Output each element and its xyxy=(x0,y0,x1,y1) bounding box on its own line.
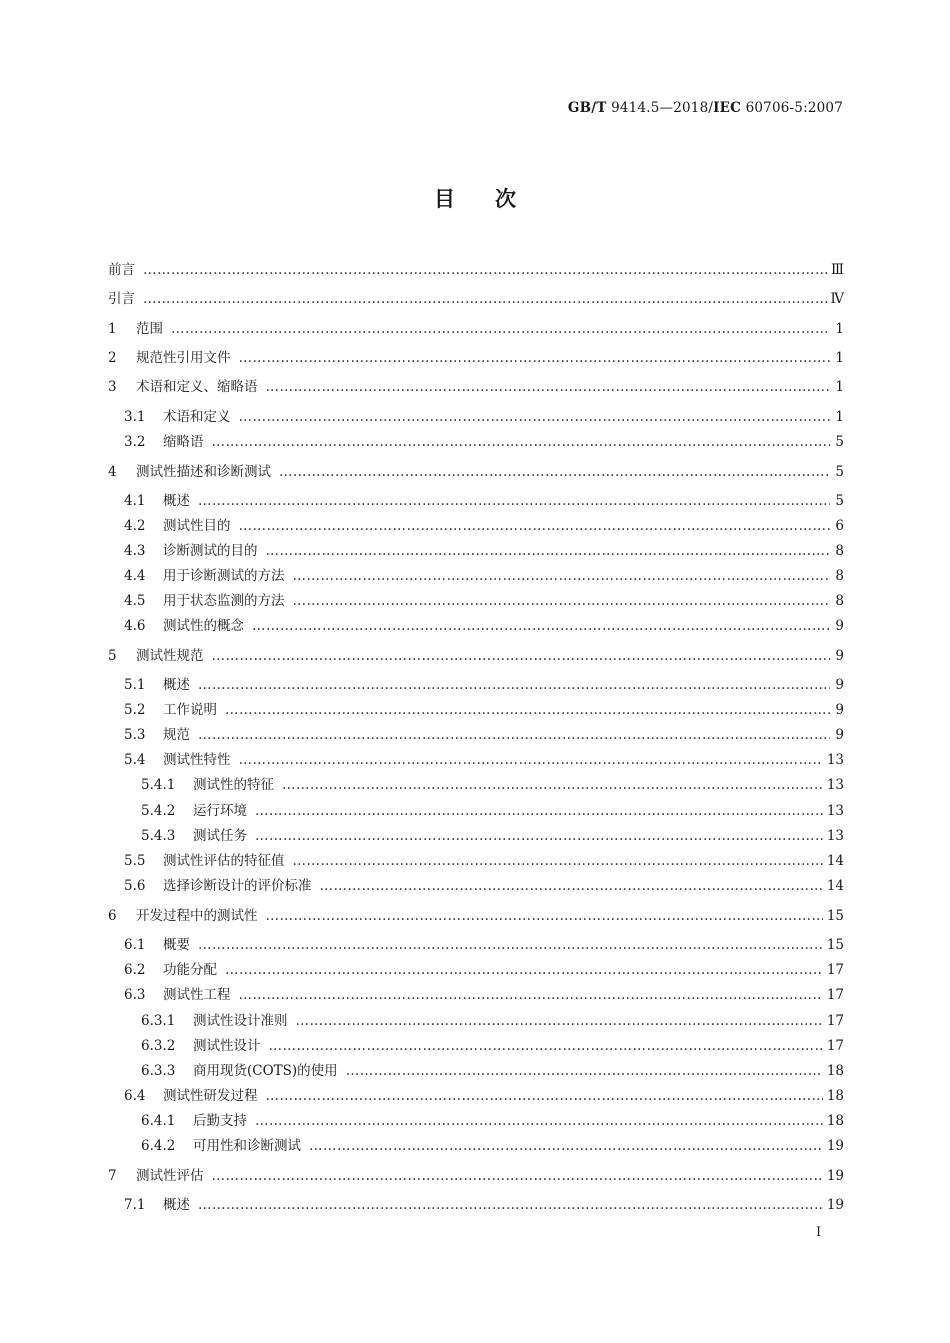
toc-entry[interactable] xyxy=(108,824,844,844)
toc-entry-number: 4.5 xyxy=(124,593,146,609)
toc-dot-leader xyxy=(293,853,823,869)
toc-entry-number: 4 xyxy=(108,464,117,480)
toc-entry-page: 18 xyxy=(826,1063,844,1079)
toc-entry-page: 8 xyxy=(835,593,844,609)
toc-dot-leader xyxy=(143,262,827,278)
toc-entry[interactable] xyxy=(108,258,844,278)
toc-entry-number: 6 xyxy=(108,908,117,924)
toc-dot-leader xyxy=(266,1088,823,1104)
page-number: I xyxy=(816,1225,822,1240)
toc-entry-label: 测试性特性 xyxy=(163,752,231,768)
toc-entry-number: 5.4.1 xyxy=(141,777,176,793)
toc-entry-page: 9 xyxy=(835,702,844,718)
toc-entry-number: 5.1 xyxy=(124,677,146,693)
toc-dot-leader xyxy=(293,593,831,609)
toc-entry-number: 3.1 xyxy=(124,409,146,425)
toc-dot-leader xyxy=(198,1197,823,1213)
toc-entry-page: 15 xyxy=(826,908,844,924)
document-code xyxy=(568,100,843,116)
toc-entry[interactable] xyxy=(108,514,844,534)
toc-entry[interactable] xyxy=(108,539,844,559)
toc-entry-page: 1 xyxy=(835,350,844,366)
toc-entry[interactable] xyxy=(108,287,844,307)
toc-entry-page: 14 xyxy=(826,878,844,894)
toc-dot-leader xyxy=(252,618,830,634)
toc-entry-number: 6.2 xyxy=(124,962,146,978)
toc-entry-label: 测试任务 xyxy=(193,828,247,844)
toc-dot-leader xyxy=(266,908,823,924)
toc-entry[interactable] xyxy=(108,564,844,584)
toc-entry[interactable] xyxy=(108,773,844,793)
page-title: 目次 xyxy=(434,187,556,211)
toc-entry-label: 测试性评估的特征值 xyxy=(163,853,285,869)
toc-entry[interactable] xyxy=(108,644,844,664)
toc-entry-label: 测试性的概念 xyxy=(163,618,244,634)
toc-dot-leader xyxy=(212,1168,823,1184)
toc-entry-page: 13 xyxy=(826,803,844,819)
toc-entry-page: 9 xyxy=(835,648,844,664)
toc-entry-page: 17 xyxy=(826,987,844,1003)
toc-entry[interactable] xyxy=(108,799,844,819)
toc-entry-number: 5.4 xyxy=(124,752,146,768)
toc-entry-page: 18 xyxy=(826,1088,844,1104)
toc-entry[interactable] xyxy=(108,1059,844,1079)
toc-entry-page: Ⅲ xyxy=(830,262,844,278)
toc-entry-number: 4.1 xyxy=(124,493,146,509)
toc-entry-page: 9 xyxy=(835,618,844,634)
toc-entry[interactable] xyxy=(108,958,844,978)
toc-entry-number: 7.1 xyxy=(124,1197,146,1213)
toc-entry-page: 17 xyxy=(826,1038,844,1054)
toc-entry-page: Ⅳ xyxy=(830,291,844,307)
toc-entry[interactable] xyxy=(108,748,844,768)
toc-entry-page: 1 xyxy=(835,321,844,337)
toc-dot-leader xyxy=(296,1013,823,1029)
toc-dot-leader xyxy=(309,1138,823,1154)
toc-entry-number: 6.4.1 xyxy=(141,1113,176,1129)
toc-entry-label: 用于状态监测的方法 xyxy=(163,593,285,609)
toc-entry-number: 6.3.3 xyxy=(141,1063,176,1079)
iec-prefix: IEC xyxy=(713,100,742,116)
toc-entry-number: 5.4.3 xyxy=(141,828,176,844)
toc-dot-leader xyxy=(293,568,831,584)
toc-entry-label: 概述 xyxy=(163,493,190,509)
toc-entry[interactable] xyxy=(108,698,844,718)
toc-entry-number: 7 xyxy=(108,1168,117,1184)
toc-entry-page: 5 xyxy=(835,434,844,450)
toc-entry-number: 6.3.2 xyxy=(141,1038,176,1054)
toc-entry[interactable] xyxy=(108,723,844,743)
toc-dot-leader xyxy=(198,493,830,509)
toc-dot-leader xyxy=(225,702,830,718)
toc-entry-number: 6.3.1 xyxy=(141,1013,176,1029)
toc-entry-label: 后勤支持 xyxy=(193,1113,247,1129)
toc-entry-page: 8 xyxy=(835,568,844,584)
toc-entry-page: 5 xyxy=(835,493,844,509)
toc-entry-label: 测试性的特征 xyxy=(193,777,274,793)
toc-entry-label: 商用现货(COTS)的使用 xyxy=(193,1063,338,1079)
toc-entry-page: 1 xyxy=(835,379,844,395)
toc-dot-leader xyxy=(198,937,823,953)
toc-entry-label: 开发过程中的测试性 xyxy=(136,908,258,924)
toc-dot-leader xyxy=(143,291,827,307)
toc-entry[interactable] xyxy=(108,904,844,924)
toc-entry-label: 概要 xyxy=(163,937,190,953)
toc-dot-leader xyxy=(212,648,831,664)
toc-entry-label: 测试性规范 xyxy=(136,648,204,664)
toc-entry[interactable] xyxy=(108,430,844,450)
toc-entry-label: 测试性目的 xyxy=(163,518,231,534)
toc-entry-number: 6.3 xyxy=(124,987,146,1003)
toc-entry-label: 测试性研发过程 xyxy=(163,1088,258,1104)
toc-entry-label: 测试性描述和诊断测试 xyxy=(136,464,271,480)
toc-dot-leader xyxy=(255,803,823,819)
toc-entry-label: 可用性和诊断测试 xyxy=(193,1138,301,1154)
toc-entry-page: 19 xyxy=(826,1138,844,1154)
toc-entry[interactable] xyxy=(108,1084,844,1104)
toc-entry-label: 选择诊断设计的评价标准 xyxy=(163,878,312,894)
toc-dot-leader xyxy=(198,727,830,743)
toc-entry-label: 概述 xyxy=(163,1197,190,1213)
toc-entry-number: 5.4.2 xyxy=(141,803,176,819)
toc-dot-leader xyxy=(255,828,823,844)
toc-entry-page: 17 xyxy=(826,1013,844,1029)
toc-dot-leader xyxy=(239,987,823,1003)
toc-entry[interactable] xyxy=(108,614,844,634)
toc-entry-number: 5.5 xyxy=(124,853,146,869)
toc-dot-leader xyxy=(346,1063,823,1079)
toc-entry[interactable] xyxy=(108,1009,844,1029)
toc-entry-page: 19 xyxy=(826,1168,844,1184)
toc-entry-label: 用于诊断测试的方法 xyxy=(163,568,285,584)
toc-entry[interactable] xyxy=(108,1109,844,1129)
iec-number: 60706-5:2007 xyxy=(745,100,843,116)
toc-entry-number: 5.6 xyxy=(124,878,146,894)
toc-entry-page: 19 xyxy=(826,1197,844,1213)
toc-entry-number: 6.1 xyxy=(124,937,146,953)
toc-entry-number: 5.2 xyxy=(124,702,146,718)
toc-dot-leader xyxy=(279,464,830,480)
toc-entry[interactable] xyxy=(108,375,844,395)
toc-dot-leader xyxy=(225,962,823,978)
standard-number: 9414.5—2018/ xyxy=(611,100,714,116)
toc-entry[interactable] xyxy=(108,849,844,869)
toc-entry[interactable] xyxy=(108,1134,844,1154)
toc-entry-number: 6.4.2 xyxy=(141,1138,176,1154)
toc-entry-number: 2 xyxy=(108,350,117,366)
toc-entry-number: 3 xyxy=(108,379,117,395)
toc-entry-number: 1 xyxy=(108,321,117,337)
toc-entry[interactable] xyxy=(108,317,844,337)
toc-entry[interactable] xyxy=(108,1164,844,1184)
toc-entry-label: 术语和定义 xyxy=(163,409,231,425)
toc-entry-label: 测试性设计 xyxy=(193,1038,261,1054)
toc-entry-number: 3.2 xyxy=(124,434,146,450)
toc-dot-leader xyxy=(212,434,831,450)
toc-entry[interactable] xyxy=(108,1193,844,1213)
toc-entry-number: 5.3 xyxy=(124,727,146,743)
toc-entry[interactable] xyxy=(108,489,844,509)
toc-dot-leader xyxy=(320,878,823,894)
toc-entry-label: 诊断测试的目的 xyxy=(163,543,258,559)
toc-entry-number: 6.4 xyxy=(124,1088,146,1104)
toc-entry-page: 15 xyxy=(826,937,844,953)
toc-entry-page: 13 xyxy=(826,777,844,793)
toc-entry-page: 13 xyxy=(826,752,844,768)
toc-entry-label: 测试性评估 xyxy=(136,1168,204,1184)
toc-entry-number: 5 xyxy=(108,648,117,664)
toc-entry-label: 前言 xyxy=(108,262,135,278)
toc-entry-label: 功能分配 xyxy=(163,962,217,978)
toc-entry-page: 9 xyxy=(835,727,844,743)
toc-entry[interactable] xyxy=(108,874,844,894)
toc-entry-label: 缩略语 xyxy=(163,434,204,450)
toc-dot-leader xyxy=(269,1038,823,1054)
toc-entry-label: 术语和定义、缩略语 xyxy=(136,379,258,395)
toc-entry-page: 17 xyxy=(826,962,844,978)
toc-entry[interactable] xyxy=(108,673,844,693)
toc-entry[interactable] xyxy=(108,346,844,366)
toc-dot-leader xyxy=(282,777,823,793)
toc-entry-page: 18 xyxy=(826,1113,844,1129)
toc-entry-page: 6 xyxy=(835,518,844,534)
standard-prefix: GB/T xyxy=(567,100,607,116)
toc-entry-number: 4.2 xyxy=(124,518,146,534)
toc-entry-label: 引言 xyxy=(108,291,135,307)
toc-dot-leader xyxy=(239,409,831,425)
toc-entry[interactable] xyxy=(108,983,844,1003)
toc-entry-number: 4.6 xyxy=(124,618,146,634)
toc-entry[interactable] xyxy=(108,933,844,953)
toc-entry[interactable] xyxy=(108,589,844,609)
toc-entry-label: 规范性引用文件 xyxy=(136,350,231,366)
toc-entry-page: 9 xyxy=(835,677,844,693)
toc-dot-leader xyxy=(239,752,823,768)
toc-entry-label: 概述 xyxy=(163,677,190,693)
toc-dot-leader xyxy=(239,518,831,534)
toc-entry-label: 工作说明 xyxy=(163,702,217,718)
toc-entry-page: 5 xyxy=(835,464,844,480)
toc-entry-page: 8 xyxy=(835,543,844,559)
toc-entry-label: 运行环境 xyxy=(193,803,247,819)
toc-entry[interactable] xyxy=(108,405,844,425)
toc-dot-leader xyxy=(266,543,831,559)
toc-entry[interactable] xyxy=(108,1034,844,1054)
toc-entry-number: 4.3 xyxy=(124,543,146,559)
toc-dot-leader xyxy=(171,321,830,337)
toc-dot-leader xyxy=(239,350,831,366)
toc-entry-page: 13 xyxy=(826,828,844,844)
toc-entry-page: 1 xyxy=(835,409,844,425)
toc-entry-number: 4.4 xyxy=(124,568,146,584)
toc-entry-label: 测试性设计准则 xyxy=(193,1013,288,1029)
toc-dot-leader xyxy=(266,379,831,395)
toc-entry-page: 14 xyxy=(826,853,844,869)
toc-dot-leader xyxy=(255,1113,823,1129)
toc-entry[interactable] xyxy=(108,460,844,480)
toc-dot-leader xyxy=(198,677,830,693)
toc-entry-label: 测试性工程 xyxy=(163,987,231,1003)
toc-entry-label: 规范 xyxy=(163,727,190,743)
toc-entry-label: 范围 xyxy=(136,321,163,337)
